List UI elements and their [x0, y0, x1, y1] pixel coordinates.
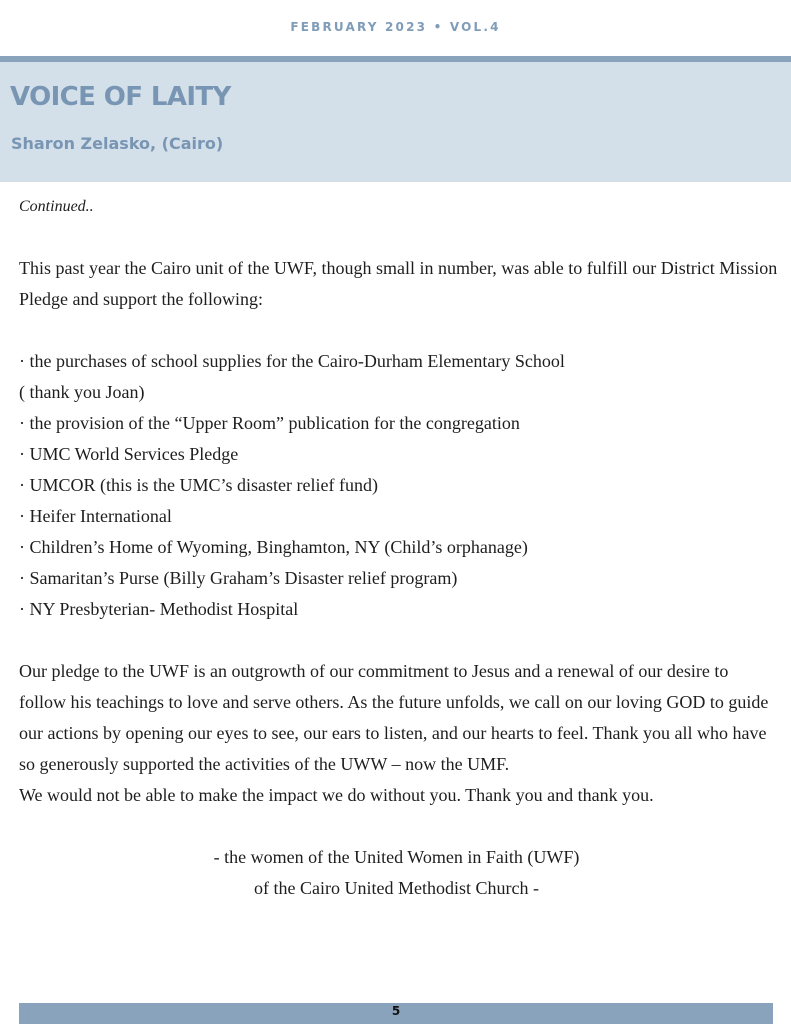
- header-band: [0, 62, 791, 182]
- list-item: · the provision of the “Upper Room” publication for the congregation: [19, 413, 520, 433]
- section-title: VOICE OF LAITY: [10, 82, 231, 112]
- list-item: · the purchases of school supplies for the Cairo-Durham Elementary School: [19, 351, 565, 371]
- signature-line-2: of the Cairo United Methodist Church -: [254, 878, 539, 898]
- list-item: · Children’s Home of Wyoming, Binghamton, NY (Child’s orphanage): [19, 537, 528, 557]
- list-item: · Heifer International: [19, 506, 172, 526]
- closing-paragraph: Our pledge to the UWF is an outgrowth of our commitment to Jesus and a renewal of our desire to follow his teachings to love and serve others. As the future unfolds, we call on our loving GOD to guide our actions by opening our eyes to see, our ears to listen, and our hearts to feel. Thank you all who have so generously supported the activities of the UWW – now the UMF.: [19, 661, 769, 774]
- intro-paragraph: This past year the Cairo unit of the UWF, though small in number, was able to fulfill our District Mission Pledge and support the following:: [19, 258, 778, 309]
- signature-line-1: - the women of the United Women in Faith (UWF): [213, 847, 580, 867]
- list-item: · UMCOR (this is the UMC’s disaster relief fund): [19, 475, 378, 495]
- support-list: [19, 346, 779, 625]
- issue-date-volume: FEBRUARY 2023 • VOL.4: [290, 20, 501, 34]
- list-item: · NY Presbyterian- Methodist Hospital: [19, 599, 299, 619]
- list-item: · UMC World Services Pledge: [19, 444, 239, 464]
- paragraph-spacer: [19, 222, 779, 253]
- author-byline: Sharon Zelasko, (Cairo): [11, 134, 224, 153]
- list-item: · Samaritan’s Purse (Billy Graham’s Disaster relief program): [19, 568, 458, 588]
- page-number: 5: [391, 1004, 401, 1018]
- paragraph-spacer: [19, 811, 779, 842]
- thanks-paragraph: We would not be able to make the impact we do without you. Thank you and thank you.: [19, 785, 654, 805]
- list-item: ( thank you Joan): [19, 382, 145, 402]
- article-body: [19, 191, 779, 904]
- paragraph-spacer: [19, 315, 779, 346]
- paragraph-spacer: [19, 625, 779, 656]
- continued-label: Continued..: [19, 198, 94, 215]
